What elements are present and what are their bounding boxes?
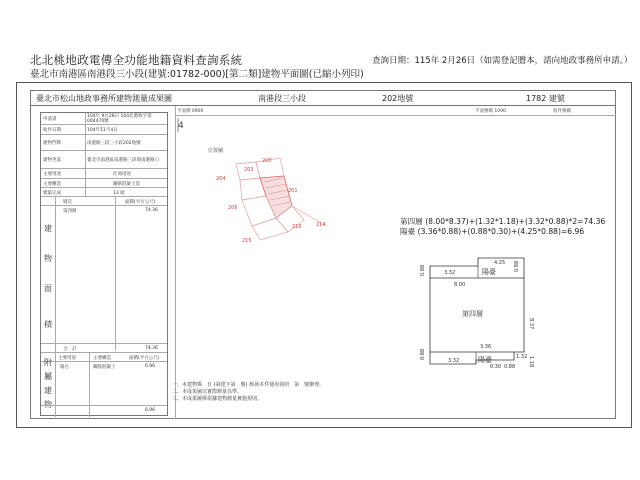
parcel-no: 214 <box>316 222 326 228</box>
dim-top-width: 4.25 <box>494 260 506 266</box>
dim-top-side-right: 0.88 <box>514 260 520 272</box>
parcel-no: 201 <box>288 188 298 194</box>
side-char: 物 <box>44 254 52 263</box>
room-label: 第四層 <box>462 310 483 318</box>
dim-top-left: 3.32 <box>444 270 456 276</box>
location-plan-label: 位置圖 <box>208 148 224 154</box>
dim-right-height: 8.37 <box>528 318 534 330</box>
dim-bottom-right-d: 1.18 <box>528 356 534 368</box>
parcel-no: 215 <box>242 238 252 244</box>
dim-bottom-mid: 3.36 <box>480 344 492 350</box>
parcel-no: 200 <box>262 158 272 164</box>
north-mark: 4 <box>178 121 184 131</box>
dim-bottom-right-c: 0.88 <box>504 364 516 370</box>
table-row: 建築完成 13 層 <box>41 188 167 197</box>
page-subtitle: 臺北市南港區南港段三小段(建號:01782-000)[第二類]建物平面圖(已縮小列印) <box>30 69 364 80</box>
sheet-subheader <box>175 106 616 116</box>
side-char: 附 <box>44 358 52 367</box>
note-line: 二、本成果圖以實際測量為準。 <box>172 389 243 395</box>
table-row: 主要用途 住商用途 <box>41 169 167 179</box>
parcel-outline <box>252 218 288 240</box>
parcel-no: 203 <box>244 167 254 173</box>
dim-inner-top: 8.00 <box>454 282 466 288</box>
attach-row: 陽台 鋼筋混凝土 6.96 <box>60 364 156 370</box>
balcony-bottom-label: 陽臺 <box>478 356 492 364</box>
table-row: 主要構造 鋼筋混凝土造 <box>41 179 167 188</box>
sub-meta-2: 平面號碼 1090 <box>475 109 506 114</box>
side-char: 建 <box>44 386 52 395</box>
table-row: 申請書 104年 9月28日 104北港收字第004470號 <box>41 113 167 125</box>
attach-total-row: 6.96 <box>41 405 167 415</box>
dim-bottom-right-b: 0.30 <box>490 364 502 370</box>
side-char: 屬 <box>44 372 52 381</box>
side-char: 建 <box>44 224 52 233</box>
attach-header-row: 主要用途 主要構造 面積(平方公尺) <box>41 353 167 362</box>
location-plan <box>176 116 336 251</box>
query-info: 查詢日期：115年 2月26日（如需登記謄本，請向地政事務所申請。） <box>372 56 633 66</box>
sub-meta-3: 收件號碼 <box>553 109 571 114</box>
note-line: 一、本建物係 日 (第建字第 號) 核發本件使用執照 第 號辦理。 <box>172 382 325 388</box>
parcel-no: 206 <box>228 205 238 211</box>
area-header-row: 層次 面積(平方公尺) <box>41 197 167 206</box>
building-info-table <box>40 112 168 416</box>
area-row: 第四層 74.36 <box>63 208 158 214</box>
side-char: 積 <box>44 320 52 329</box>
dim-bottom-left: 3.32 <box>448 358 460 364</box>
table-row: 建物坐落 臺北市南港區南港路三段與南港路口 <box>41 151 167 169</box>
land-number: 202地號 <box>382 94 414 103</box>
sheet-header-bar <box>30 90 616 106</box>
notes-block <box>172 382 324 403</box>
table-row: 建物門牌 南港路三段三小段202地號 <box>41 135 167 151</box>
floor-plan <box>410 252 540 376</box>
parcel-no: 216 <box>292 224 302 230</box>
dim-left-side: 0.88 <box>420 348 426 360</box>
dim-top-side: 0.88 <box>420 264 426 276</box>
sub-meta-1: 平面號 0900 <box>177 109 204 114</box>
area-formula-main: 第四層 (8.00*8.37)+(1.32*1.18)+(3.32*0.88)*2=74.36 <box>400 217 606 226</box>
section-name: 南港段三小段 <box>258 94 306 103</box>
table-row: 收件日期 104年11月4日 <box>41 125 167 135</box>
subject-parcel <box>260 176 292 218</box>
dim-bottom-right-a: 1.32 <box>516 354 528 360</box>
building-number: 1782 建號 <box>526 94 565 103</box>
area-formula-balcony: 陽臺 (3.36*0.88)+(0.88*0.30)+(4.25*0.88)=6.96 <box>400 227 585 236</box>
side-char: 物 <box>44 400 52 409</box>
balcony-top-label: 陽臺 <box>482 268 496 276</box>
area-total-row: 合 計 74.36 <box>41 343 167 353</box>
parcel-no: 204 <box>216 176 226 182</box>
note-line: 三、本成果圖係依據建物測量實施規則。 <box>172 396 263 402</box>
side-char: 面 <box>44 284 52 293</box>
page-title: 北北桃地政電傳全功能地籍資料查詢系統 <box>30 53 243 67</box>
office-title: 臺北市松山地政事務所建物測量成果圖 <box>36 94 172 103</box>
